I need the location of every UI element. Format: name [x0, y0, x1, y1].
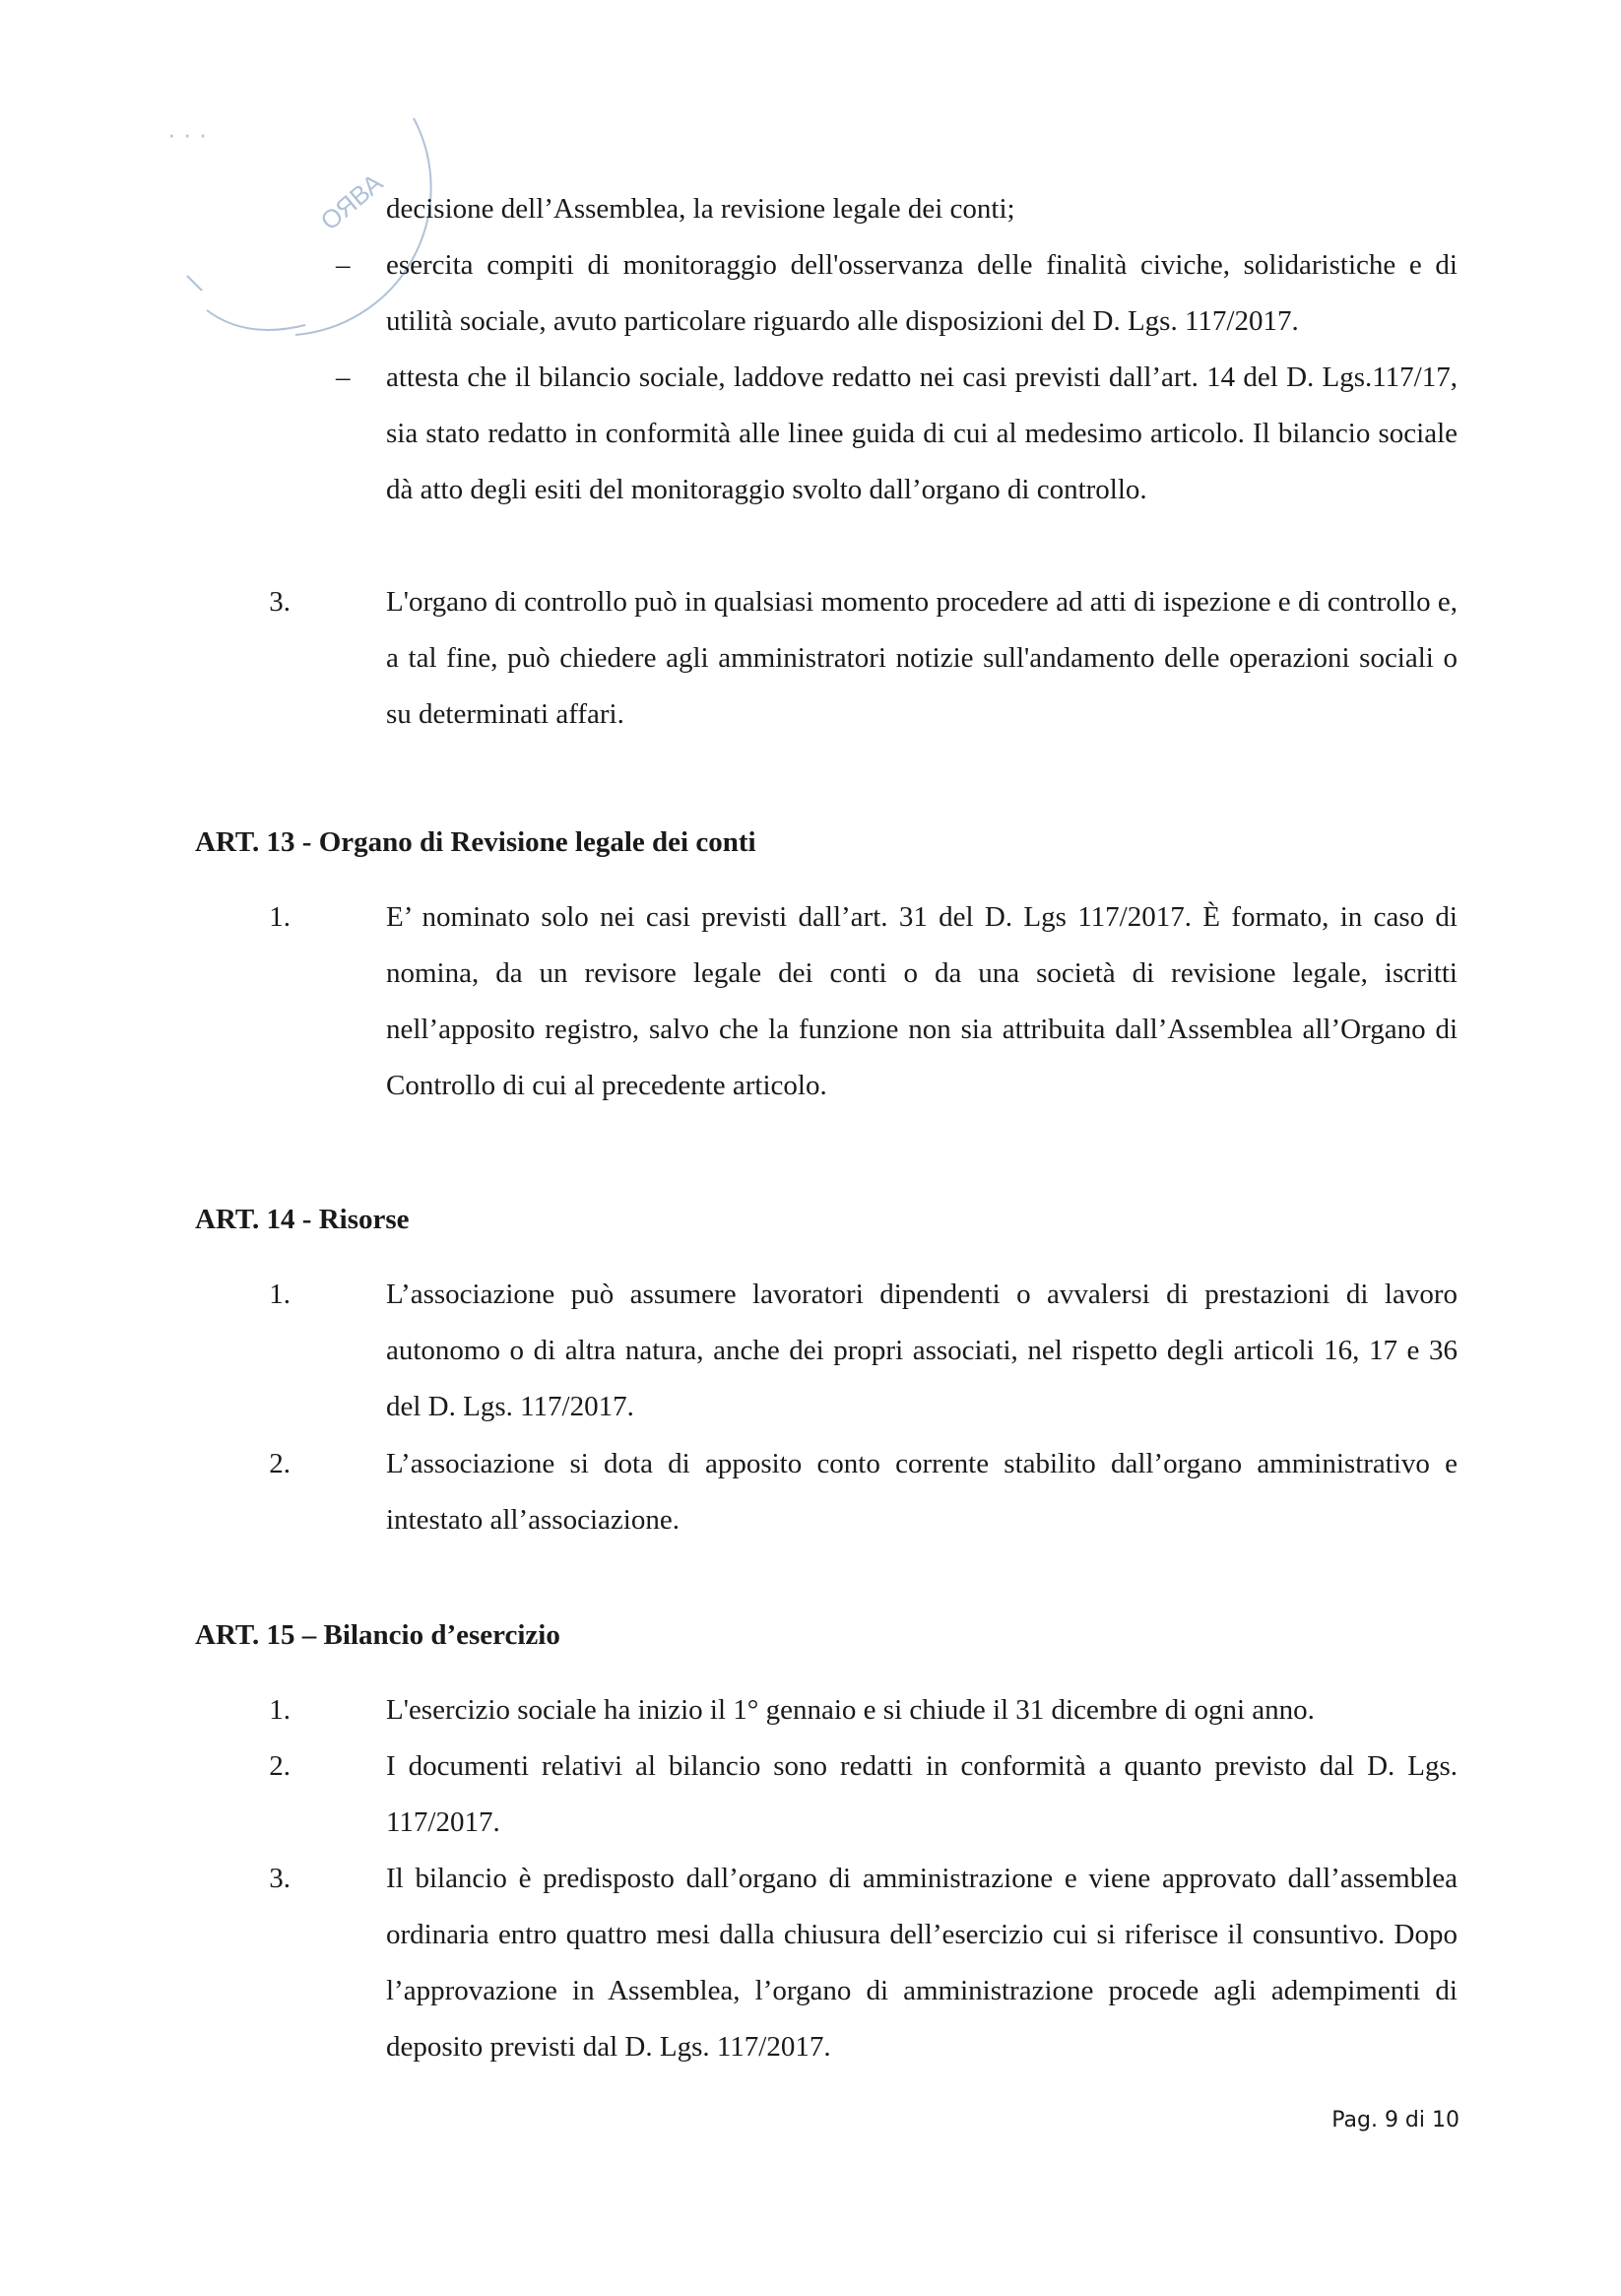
list-dash: – — [336, 361, 351, 393]
paragraph-text: L’associazione può assumere lavoratori dipendenti o avvalersi di prestazioni di lavoro autonomo o di altra natura, anche dei propri associati, nel rispetto degli articoli 16, 17 e 36 del D. Lgs. 117/2017. — [386, 1279, 1458, 1422]
paragraph-number: 1. — [269, 901, 291, 933]
list-item-monitoraggio: esercita compiti di monitoraggio dell'osservanza delle finalità civiche, solidaristiche e di utilità sociale, avuto particolare riguardo alle disposizioni del D. Lgs. 117/2017. — [386, 249, 1458, 337]
article-heading: ART. 14 - Risorse — [195, 1204, 410, 1235]
list-item-bilancio-sociale: attesta che il bilancio sociale, laddove redatto nei casi previsti dall’art. 14 del D. Lgs.117/17, sia stato redatto in conformità alle linee guida di cui al medesimo articolo. Il bilancio sociale dà atto degli esiti del monitoraggio svolto dall’organo di controllo. — [386, 361, 1458, 505]
paragraph-number: 2. — [269, 1448, 291, 1479]
svg-text:· · ·: · · · — [167, 119, 208, 149]
paragraph-text: L'organo di controllo può in qualsiasi momento procedere ad atti di ispezione e di controllo e, a tal fine, può chiedere agli amministratori notizie sull'andamento delle operazioni sociali o su determinati affari. — [386, 586, 1458, 730]
article-heading: ART. 13 - Organo di Revisione legale dei conti — [195, 826, 756, 858]
paragraph-number: 1. — [269, 1279, 291, 1310]
svg-text:ОЯВА: ОЯВА — [314, 167, 389, 236]
article-heading: ART. 15 – Bilancio d’esercizio — [195, 1619, 560, 1651]
paragraph-text: L'esercizio sociale ha inizio il 1° gennaio e si chiude il 31 dicembre di ogni anno. — [386, 1694, 1315, 1726]
paragraph-text: Il bilancio è predisposto dall’organo di amministrazione e viene approvato dall’assemblea ordinaria entro quattro mesi dalla chiusura dell’esercizio cui si riferisce il consuntivo. Dopo l’approvazione in Assemblea, l’organo di amministrazione procede agli adempimenti di deposito previsti dal D. Lgs. 117/2017. — [386, 1863, 1458, 2063]
paragraph-number: 3. — [269, 1863, 291, 1894]
paragraph-number: 3. — [269, 586, 291, 618]
paragraph-text: E’ nominato solo nei casi previsti dall’art. 31 del D. Lgs 117/2017. È formato, in caso di nomina, da un revisore legale dei conti o da una società di revisione legale, iscritti nell’apposito registro, salvo che la funzione non sia attribuita dall’Assemblea all’Organo di Controllo di cui al precedente articolo. — [386, 901, 1458, 1101]
list-dash: – — [336, 249, 351, 281]
paragraph-text: L’associazione si dota di apposito conto corrente stabilito dall’organo amministrativo e intestato all’associazione. — [386, 1448, 1458, 1536]
paragraph-number: 2. — [269, 1750, 291, 1782]
paragraph-number: 1. — [269, 1694, 291, 1726]
page-number: Pag. 9 di 10 — [1331, 2108, 1459, 2132]
list-item-revisione: decisione dell’Assemblea, la revisione legale dei conti; — [386, 193, 1015, 225]
paragraph-text: I documenti relativi al bilancio sono redatti in conformità a quanto previsto dal D. Lgs. 117/2017. — [386, 1750, 1458, 1838]
